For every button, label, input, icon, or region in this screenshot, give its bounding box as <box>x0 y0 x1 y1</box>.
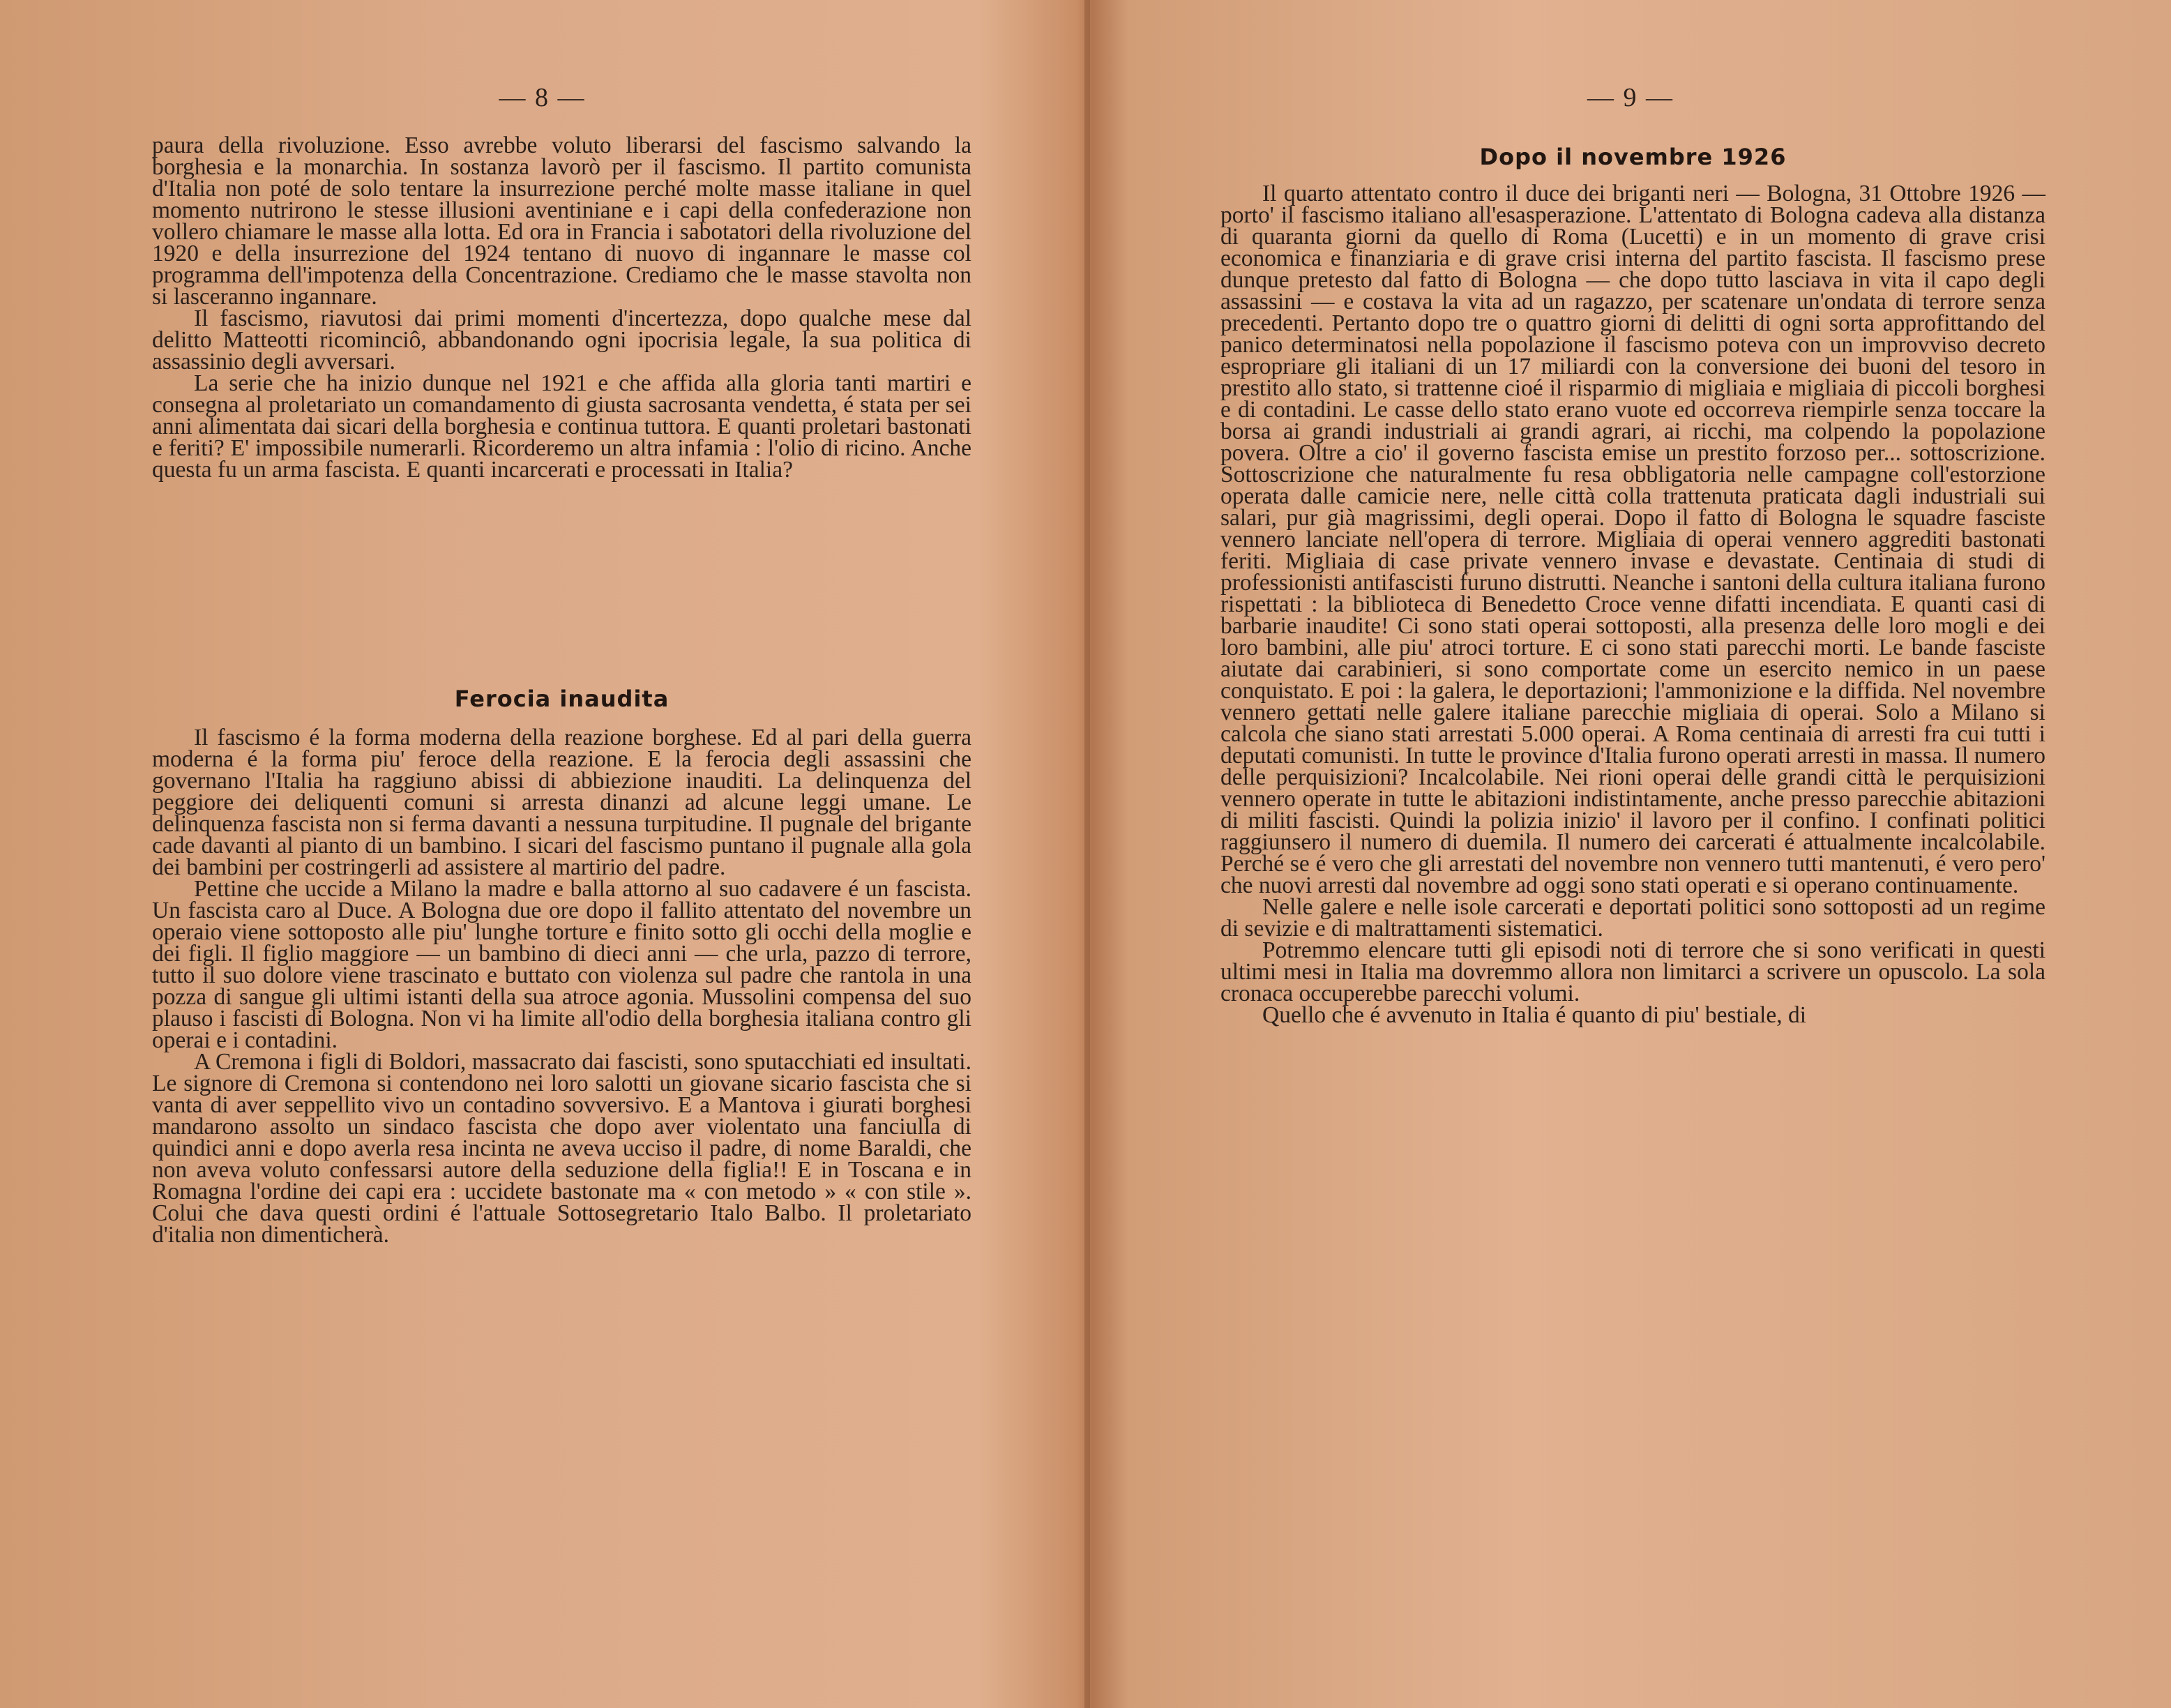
left-bottom-text <box>152 727 971 1246</box>
paragraph: Quello che é avvenuto in Italia é quanto di piu' bestiale, di <box>1262 1002 1807 1028</box>
section-heading-ferocia: Ferocia inaudita <box>454 686 670 712</box>
paragraph: La serie che ha inizio dunque nel 1921 e che affida alla gloria tanti martiri e consegna al proletariato un comandamento di giusta sacrosanta vendetta, é stata per sei anni alimentata dai sicari della borghesia e continua tuttora. E quanti proletari bastonati e feriti? E' impossibile numerarli. Ricorderemo un altra infamia : l'olio di ricino. Anche questa fu un arma fascista. E quanti incarcerati e processati in Italia? <box>152 370 971 483</box>
paragraph: Pettine che uccide a Milano la madre e balla attorno al suo cadavere é un fascista. Un fascista caro al Duce. A Bologna due ore dopo il fallito attentato del novembre un operaio viene sottoposto alle piu' lunghe torture e finito sotto gli occhi della moglie e dei figli. Il figlio maggiore — un bambino di dieci anni — che urla, pazzo di terrore, tutto il suo dolore viene trascinato e buttato con violenza sul padre che rantola in una pozza di sangue gli ultimi istanti della sua atroce agonia. Mussolini compensa del suo plauso i fascisti di Bologna. Non vi ha limite all'odio della borghesia italiana contro gli operai e i contadini. <box>152 876 971 1053</box>
section-heading-dopo-novembre: Dopo il novembre 1926 <box>1479 144 1787 170</box>
paragraph: Il quarto attentato contro il duce dei briganti neri — Bologna, 31 Ottobre 1926 — porto' il fascismo italiano all'esasperazione. L'attentato di Bologna cadeva alla distanza di quaranta giorni da quello di Roma (Lucetti) e in un momento di grave crisi economica e finanziaria e di grave crisi interna del partito fascista. Il fascismo prese dunque pretesto dal fatto di Bologna — che dopo tutto lasciava in vita il capo degli assassini — e costava la vita ad un ragazzo, per scatenare un'ondata di terrore senza precedenti. Pertanto dopo tre o quattro giorni di delitti di ogni sorta approfittando del panico determinatosi nella popolazione il fascismo poteva con un improvviso decreto espropriare gli italiani di un 17 miliardi con la conversione dei buoni del tesoro in prestito allo stato, si trattenne cioé il risparmio di migliaia e migliaia di piccoli borghesi e di contadini. Le casse dello stato erano vuote ed occorreva riempirle senza toccare la borsa ai grandi industriali ai grandi agrari, ai ricchi, ma colpendo la popolazione povera. Oltre a cio' il governo fascista emise un prestito forzoso per... sottoscrizione. Sottoscrizione che naturalmente fu resa obbligatoria nelle campagne coll'estorzione operata dalle camicie nere, nelle città colla trattenuta praticata dagli industriali sui salari, pur già magrissimi, degli operai. Dopo il fatto di Bologna le squadre fasciste vennero lanciate nell'opera di terrore. Migliaia di operai vennero aggrediti bastonati feriti. Migliaia di case private vennero invase e devastate. Centinaia di studi di professionisti antifascisti furuno distrutti. Neanche i santoni della cultura italiana furono rispettati : la biblioteca di Benedetto Croce venne difatti incendiata. E quanti casi di barbarie inaudite! Ci sono stati operai sottoposti, alla presenza delle loro mogli e dei loro bambini, alle piu' atroci torture. E ci sono stati parecchi morti. Le bande fasciste aiutate dai carabinieri, si sono comportate come un esercito nemico in un paese conquistato. E poi : la galera, le deportazioni; l'ammonizione e la diffida. Nel novembre vennero gettati nelle galere italiane parecchie migliaia di operai. Solo a Milano si calcola che siano stati arrestati 5.000 operai. A Roma centinaia di arresti fra cui tutti i deputati comunisti. In tutte le province d'Italia furono operati arresti in massa. Il numero delle perquisizioni? Incalcolabile. Nei rioni operai delle grandi città le perquisizioni vennero operate in tutte le abitazioni indistintamente, anche presso parecchie abitazioni di militi fascisti. Quindi la polizia inizio' il lavoro per il confino. I confinati politici raggiunsero il numero di duemila. Il numero dei carcerati é attualmente incalcolabile. Perché se é vero che gli arrestati del novembre non vennero tutti mantenuti, é vero pero' che nuovi arresti dal novembre ad oggi sono stati operati e si operano continuamente. <box>1220 181 2045 898</box>
paragraph: Il fascismo, riavutosi dai primi momenti d'incertezza, dopo qualche mese dal delitto Matteotti ricominciô, abbandonando ogni ipocrisia legale, la sua politica di assassinio degli avversari. <box>152 305 971 375</box>
left-page <box>0 0 1084 1708</box>
paragraph: paura della rivoluzione. Esso avrebbe voluto liberarsi del fascismo salvando la borghesia e la monarchia. In sostanza lavorò per il fascismo. Il partito comunista d'Italia non poté de solo tentare la insurrezione perché molte masse italiane in quel momento nutrirono le stesse illusioni aventiniane e i capi della confederazione non vollero chiamare le masse alla lotta. Ed ora in Francia i sabotatori della rivoluzione del 1920 e della insurrezione del 1924 tentano di nuovo di ingannare le masse col programma dell'impotenza della Concentrazione. Crediamo che le masse stavolta non si lasceranno ingannare. <box>152 133 971 310</box>
paragraph: Nelle galere e nelle isole carcerati e deportati politici sono sottoposti ad un regime di sevizie e di maltrattamenti sistematici. <box>1220 894 2045 942</box>
book-gutter <box>1084 0 1090 1708</box>
page-number-right: — 9 — <box>1587 83 1674 112</box>
paragraph: Potremmo elencare tutti gli episodi noti di terrore che si sono verificati in questi ultimi mesi in Italia ma dovremmo allora non limitarci a scrivere un opuscolo. La sola cronaca occuperebbe parecchi volumi. <box>1220 937 2045 1006</box>
page-number-left: — 8 — <box>499 83 586 112</box>
right-page <box>1090 0 2171 1708</box>
paragraph: Il fascismo é la forma moderna della reazione borghese. Ed al pari della guerra moderna é la forma piu' feroce della reazione. E la ferocia degli assassini che governano l'Italia ha raggiuno abissi di abbiezione inauditi. La delinquenza del peggiore dei deliquenti comuni si arresta dinanzi ad alcune leggi umane. Le delinquenza fascista non si ferma davanti a nessuna turpitudine. Il pugnale del brigante cade davanti al pianto di un bambino. I sicari del fascismo puntano il pugnale alla gola dei bambini per costringerli ad assistere al martirio del padre. <box>152 725 971 880</box>
left-top-text <box>152 135 971 481</box>
right-text <box>1220 183 2045 1026</box>
paragraph: A Cremona i figli di Boldori, massacrato dai fascisti, sono sputacchiati ed insultati. Le signore di Cremona si contendono nei loro salotti un giovane sicario fascista che si vanta di aver seppellito vivo un contadino sovversivo. E a Mantova i giurati borghesi mandarono assolto un sindaco fascista che dopo aver violentato una fanciulla di quindici anni e dopo averla resa incinta ne aveva ucciso il padre, di nome Baraldi, che non aveva voluto confessarsi autore della seduzione della figlia!! E in Toscana e in Romagna l'ordine dei capi era : uccidete bastonate ma « con metodo » « con stile ». Colui che dava questi ordini é l'attuale Sottosegretario Italo Balbo. Il proletariato d'italia non dimenticherà. <box>152 1049 971 1248</box>
